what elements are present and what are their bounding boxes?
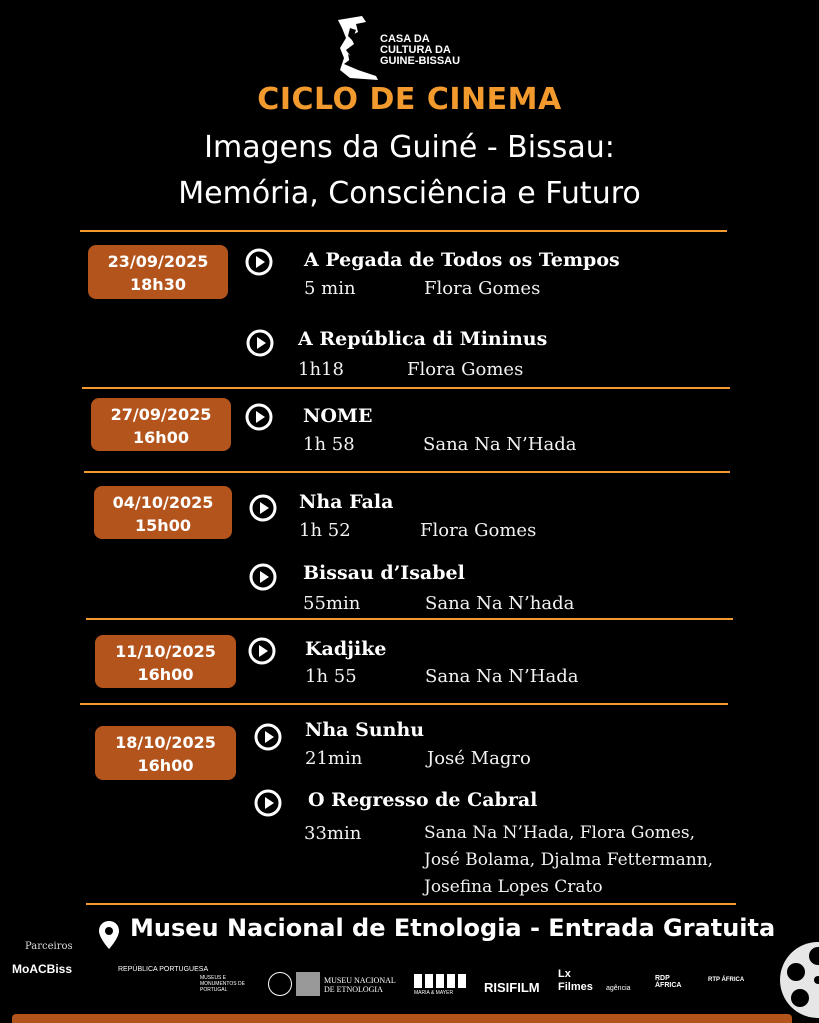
play-icon <box>254 723 282 751</box>
session-date-badge <box>94 486 232 539</box>
play-icon <box>254 789 282 817</box>
location-pin-icon <box>98 920 120 950</box>
session-date: 18/10/2025 <box>115 733 216 752</box>
session-date: 23/09/2025 <box>107 252 209 271</box>
cycle-heading: CICLO DE CINEMA <box>257 82 562 117</box>
film-duration: 55min <box>303 593 361 614</box>
session-time: 16h00 <box>137 756 194 775</box>
play-icon <box>249 563 277 591</box>
play-icon <box>248 637 276 665</box>
film-title: Nha Fala <box>299 491 394 513</box>
logo-text: CASA DA CULTURA DA GUINE-BISSAU <box>380 33 461 67</box>
divider <box>80 230 727 232</box>
maria-mayer-logo-icon <box>414 974 466 988</box>
divider <box>86 903 736 905</box>
sponsor-logo: MUSEU NACIONAL DE ETNOLOGIA <box>324 976 396 994</box>
film-reel-icon <box>778 940 819 1020</box>
partners-label: Parceiros <box>25 941 73 952</box>
play-icon <box>245 248 273 276</box>
film-director: Sana Na N’Hada <box>423 434 577 455</box>
bird-sculpture-icon <box>336 14 382 84</box>
divider <box>86 618 733 620</box>
bottom-bar <box>12 1014 792 1023</box>
film-duration: 1h18 <box>298 359 344 380</box>
film-title: O Regresso de Cabral <box>308 789 538 811</box>
play-icon <box>246 329 274 357</box>
page-title-line-1: Imagens da Guiné - Bissau: <box>204 130 615 165</box>
film-title: Nha Sunhu <box>305 719 425 741</box>
session-time: 18h30 <box>130 275 186 294</box>
film-duration: 21min <box>305 748 363 769</box>
sponsor-logo: RTP ÁFRICA <box>708 977 745 983</box>
play-icon <box>249 494 277 522</box>
session-time: 15h00 <box>135 516 191 535</box>
film-title: A República di Mininus <box>298 328 548 350</box>
session-date-badge <box>88 245 228 299</box>
session-date: 27/09/2025 <box>110 405 212 424</box>
sponsor-logo: RDP ÁFRICA <box>655 975 682 989</box>
film-title: Bissau d’Isabel <box>303 562 465 584</box>
film-director: Sana Na N’Hada <box>425 666 579 687</box>
sponsor-logo: RISIFILM <box>484 980 540 995</box>
film-title: A Pegada de Todos os Tempos <box>304 249 620 271</box>
session-date-badge <box>95 726 236 780</box>
divider <box>82 387 730 389</box>
film-duration: 33min <box>304 823 362 844</box>
museum-seal-icon <box>268 972 292 996</box>
sponsor-logo: Lx Filmes <box>558 968 593 993</box>
sponsor-logo: MUSEUS E MONUMENTOS DE PORTUGAL <box>200 975 245 993</box>
session-date-badge <box>91 398 231 451</box>
session-time: 16h00 <box>133 428 189 447</box>
casa-da-cultura-logo <box>336 14 466 84</box>
venue-text: Museu Nacional de Etnologia - Entrada Gratuita <box>130 914 776 942</box>
session-date: 11/10/2025 <box>115 642 216 661</box>
film-director: Sana Na N’hada <box>425 593 575 614</box>
session-date-badge <box>95 635 236 688</box>
divider <box>84 471 730 473</box>
film-duration: 1h 52 <box>299 520 351 541</box>
play-icon <box>245 403 273 431</box>
film-duration: 1h 58 <box>303 434 355 455</box>
film-director: Flora Gomes <box>420 520 537 541</box>
divider <box>80 703 728 705</box>
session-time: 16h00 <box>137 665 194 684</box>
film-director: José Magro <box>427 748 531 769</box>
film-director: Flora Gomes <box>407 359 524 380</box>
film-director: Sana Na N’Hada, Flora Gomes, José Bolama, Djalma Fettermann, Josefina Lopes Crato <box>424 823 714 897</box>
sponsor-logo: agência <box>606 985 631 992</box>
museum-logo-icon <box>296 972 320 996</box>
film-title: Kadjike <box>305 638 387 660</box>
page-title-line-2: Memória, Consciência e Futuro <box>178 176 641 211</box>
sponsor-logo: REPÚBLICA PORTUGUESA <box>118 966 209 973</box>
film-duration: 1h 55 <box>305 666 357 687</box>
session-date: 04/10/2025 <box>112 493 214 512</box>
sponsor-logo: MoACBiss <box>12 962 73 976</box>
sponsor-logo: MARIA & MAYER <box>414 990 454 996</box>
film-director: Flora Gomes <box>424 278 541 299</box>
film-duration: 5 min <box>304 278 356 299</box>
film-title: NOME <box>303 405 373 427</box>
